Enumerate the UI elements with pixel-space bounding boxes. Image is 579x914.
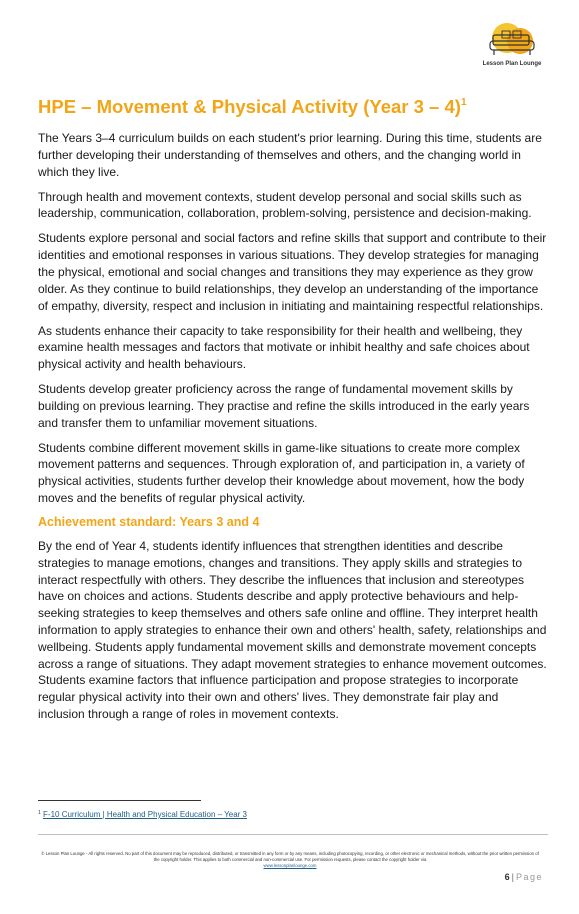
- title-text: HPE – Movement & Physical Activity (Year 3 – 4): [38, 96, 461, 117]
- achievement-heading: Achievement standard: Years 3 and 4: [38, 515, 260, 530]
- achievement-paragraph: By the end of Year 4, students identify influences that strengthen identities and describe strategies to manage emotions, changes and transitions. They apply skills and strategies to interact respectfully with others. They describe the influences that inclusion and stereotypes have on choices and actions. Students describe and apply protective behaviours and help-seeking strategies to keep themselves and others safe online and offline. They interpret health information to apply strategies to enhance their own and others' health, safety, relationships and wellbeing. Students apply fundamental movement skills and demonstrate movement concepts across a range of situations. They adapt movement strategies to enhance movement outcomes. Students examine factors that influence participation and propose strategies to incorporate regular physical activity into their own and others' lives. They demonstrate fair play and inclusion through a range of roles in movement contexts.: [38, 539, 547, 722]
- relationships-paragraph: Students explore personal and social factors and refine skills that support and contribute to their identities and emotional responses in various situations. They develop strategies for managing the physical, emotional and social changes and transitions they may experience as they grow older. As they continue to build relationships, they develop an understanding of the importance of empathy, diversity, respect and inclusion in initiating and maintaining respectful relationships.: [38, 231, 547, 313]
- footnote-number: 1: [38, 810, 41, 816]
- title-footnote-marker: 1: [460, 97, 467, 108]
- page-number-separator: |: [511, 872, 514, 882]
- page-number: [505, 872, 543, 882]
- skills-paragraph: Through health and movement contexts, student develop personal and social skills such as leadership, communication, collaboration, problem-solving, persistence and decision-making.: [38, 189, 532, 221]
- footer-divider: [38, 834, 548, 835]
- page-number-value: 6: [504, 872, 510, 882]
- movement-skills-paragraph: Students develop greater proficiency across the range of fundamental movement skills by building on previous learning. They practise and refine the skills introduced in the early years and transfer them to unfamiliar movement situations.: [38, 382, 530, 430]
- couch-logo-icon: [480, 22, 544, 60]
- movement-patterns-paragraph: Students combine different movement skills in game-like situations to create more complex movement patterns and sequences. Through exploration of, and participation in, a variety of physical activities, students further develop their knowledge about movement, how the body moves and the benefits of regular physical activity.: [38, 440, 525, 506]
- footnote: [38, 810, 247, 819]
- copyright-text: © Lesson Plan Lounge - All rights reserved. No part of this document may be reproduced, distributed, or transmitted in any form or by any means, including photocopying, recording, or other electronic or mechanical methods, without the prior written permission of the copyright holder. This applies to both commercial and non-commercial use. For permission requests, please contact the copyright holder via: [41, 851, 539, 862]
- logo-text: Lesson Plan Lounge: [482, 61, 542, 67]
- lesson-plan-lounge-logo: [476, 22, 548, 67]
- intro-paragraph: The Years 3–4 curriculum builds on each student's prior learning. During this time, students are further developing their understanding of themselves and others, and the changing world in which they live.: [38, 131, 542, 179]
- wellbeing-paragraph: As students enhance their capacity to take responsibility for their health and wellbeing, they examine health messages and factors that motivate or inhibit healthy and safe choices about physical activity and health behaviours.: [38, 323, 530, 372]
- footnote-divider: [38, 800, 201, 801]
- page-title: [38, 96, 538, 118]
- page-word: Page: [515, 872, 543, 882]
- website-link[interactable]: www.lessonplanlounge.com: [263, 863, 317, 868]
- content: [38, 130, 548, 731]
- copyright-notice: [40, 851, 540, 869]
- footnote-link[interactable]: F-10 Curriculum | Health and Physical Education – Year 3: [43, 810, 247, 819]
